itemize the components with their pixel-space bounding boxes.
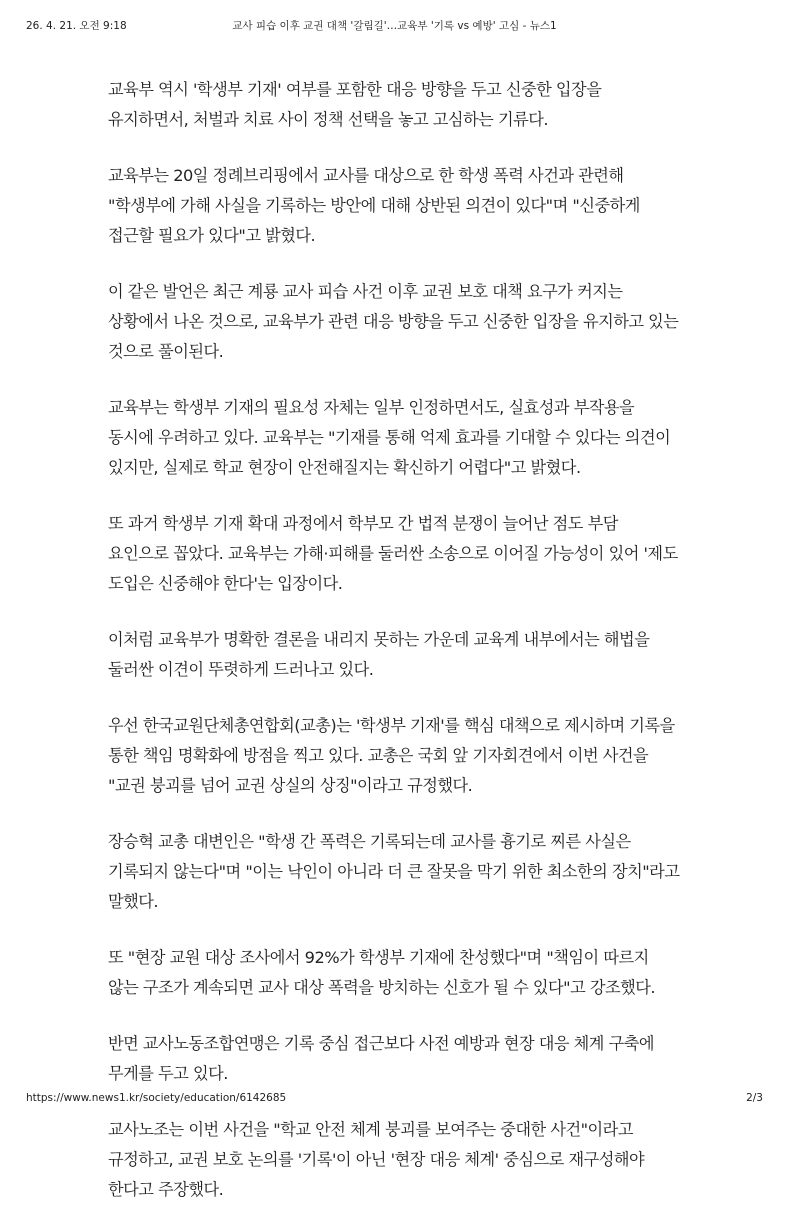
print-header bbox=[26, 18, 763, 34]
article-paragraph: 교사노조는 이번 사건을 "학교 안전 체계 붕괴를 보여주는 중대한 사건"이라고 규정하고, 교권 보호 논의를 '기록'이 아닌 '현장 대응 체계' 중심으로 재구성해야 한다고 주장했다. bbox=[108, 1120, 645, 1199]
article-paragraph: 교육부는 20일 정례브리핑에서 교사를 대상으로 한 학생 폭력 사건과 관련해 "학생부에 가해 사실을 기록하는 방안에 대해 상반된 의견이 있다"며 "신중하게 접근할 필요가 있다"고 밝혔다. bbox=[108, 166, 640, 245]
article-paragraph: 또 "현장 교원 대상 조사에서 92%가 학생부 기재에 찬성했다"며 "책임이 따르지 않는 구조가 계속되면 교사 대상 폭력을 방치하는 신호가 될 수 있다"고 강조했다. bbox=[108, 948, 656, 997]
article-paragraph: 장승혁 교총 대변인은 "학생 간 폭력은 기록되는데 교사를 흉기로 찌른 사실은 기록되지 않는다"며 "이는 낙인이 아니라 더 큰 잘못을 막기 위한 최소한의 장치"라고 말했다. bbox=[108, 832, 680, 911]
page-number: 2/3 bbox=[746, 1092, 763, 1104]
print-url: https://www.news1.kr/society/education/6142685 bbox=[26, 1092, 287, 1104]
print-page-title: 교사 피습 이후 교권 대책 '갈림길'…교육부 '기록 vs 예방' 고심 - 뉴스1 bbox=[232, 20, 557, 32]
article-paragraph: 반면 교사노동조합연맹은 기록 중심 접근보다 사전 예방과 현장 대응 체계 구축에 무게를 두고 있다. bbox=[108, 1034, 654, 1083]
article-paragraph: 우선 한국교원단체총연합회(교총)는 '학생부 기재'를 핵심 대책으로 제시하며 기록을 통한 책임 명확화에 방점을 찍고 있다. 교총은 국회 앞 기자회견에서 이번 사건을 "교권 붕괴를 넘어 교권 상실의 상징"이라고 규정했다. bbox=[108, 716, 675, 795]
article-body bbox=[108, 75, 680, 1231]
article-paragraph: 교육부는 학생부 기재의 필요성 자체는 일부 인정하면서도, 실효성과 부작용을 동시에 우려하고 있다. 교육부는 "기재를 통해 억제 효과를 기대할 수 있다는 의견이 있지만, 실제로 학교 현장이 안전해질지는 확신하기 어렵다"고 밝혔다. bbox=[108, 398, 671, 477]
article-paragraph: 교육부 역시 '학생부 기재' 여부를 포함한 대응 방향을 두고 신중한 입장을 유지하면서, 처벌과 치료 사이 정책 선택을 놓고 고심하는 기류다. bbox=[108, 80, 602, 129]
article-paragraph: 이처럼 교육부가 명확한 결론을 내리지 못하는 가운데 교육계 내부에서는 해법을 둘러싼 이견이 뚜렷하게 드러나고 있다. bbox=[108, 630, 650, 679]
article-paragraph: 이 같은 발언은 최근 계룡 교사 피습 사건 이후 교권 보호 대책 요구가 커지는 상황에서 나온 것으로, 교육부가 관련 대응 방향을 두고 신중한 입장을 유지하고 있는 것으로 풀이된다. bbox=[108, 282, 679, 361]
print-datetime: 26. 4. 21. 오전 9:18 bbox=[26, 20, 127, 32]
article-paragraph: 또 과거 학생부 기재 확대 과정에서 학부모 간 법적 분쟁이 늘어난 점도 부담 요인으로 꼽았다. 교육부는 가해·피해를 둘러싼 소송으로 이어질 가능성이 있어 '제도 도입은 신중해야 한다'는 입장이다. bbox=[108, 514, 678, 593]
print-footer bbox=[26, 1092, 763, 1108]
